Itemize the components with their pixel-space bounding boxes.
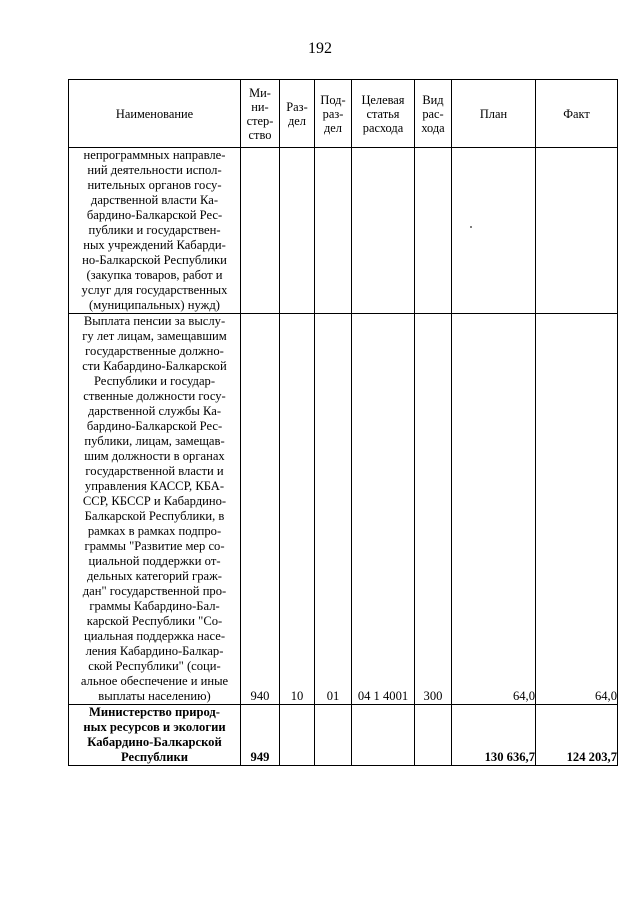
cell-fact: 64,0 (536, 314, 618, 705)
scan-speck (470, 226, 472, 228)
cell-target-item: 04 1 4001 (352, 314, 415, 705)
cell-expense-type (415, 705, 452, 766)
header-plan: План (452, 80, 536, 148)
header-target-item: Целевая статья расхода (352, 80, 415, 148)
cell-plan: 130 636,7 (452, 705, 536, 766)
header-name: Наименование (69, 80, 241, 148)
table-row (69, 148, 618, 314)
cell-section: 10 (280, 314, 315, 705)
cell-name: Выплата пенсии за выслу- гу лет лицам, замещавшим государственные должно- сти Кабардино-Балкарской Республики и государ- ственные должности госу- дарственной службы Ка- бардино-Балкарской Рес- публики, лицам, замещав- шим должности в органах государственной власти и управления КАССР, КБА- ССР, КБССР и Кабардино- Балкарской Республики, в рамках в рамках подпро- граммы "Развитие мер со- циальной поддержки от- дельных категорий граж- дан" государственной про- граммы Кабардино-Бал- карской Республики "Со- циальная поддержка насе- ления Кабардино-Балкар- ской Республики" (соци- альное обеспечение и иные выплаты населению) (69, 314, 241, 705)
cell-section (280, 148, 315, 314)
header-fact: Факт (536, 80, 618, 148)
page-number: 192 (308, 40, 332, 57)
cell-ministry: 940 (241, 314, 280, 705)
header-expense-type: Вид рас- хода (415, 80, 452, 148)
cell-plan: 64,0 (452, 314, 536, 705)
cell-section (280, 705, 315, 766)
cell-subsection: 01 (315, 314, 352, 705)
cell-fact: 124 203,7 (536, 705, 618, 766)
cell-target-item (352, 148, 415, 314)
cell-fact (536, 148, 618, 314)
cell-ministry: 949 (241, 705, 280, 766)
table-row (69, 314, 618, 705)
cell-ministry (241, 148, 280, 314)
cell-name: непрограммных направле- ний деятельности испол- нительных органов госу- дарственной власти Ка- бардино-Балкарской Рес- публики и государствен- ных учреждений Кабарди- но-Балкарской Республики (закупка товаров, работ и услуг для государственных (муниципальных) нужд) (69, 148, 241, 314)
header-section: Раз- дел (280, 80, 315, 148)
cell-name: Министерство природ- ных ресурсов и экологии Кабардино-Балкарской Республики (69, 705, 241, 766)
cell-target-item (352, 705, 415, 766)
cell-expense-type (415, 148, 452, 314)
cell-plan (452, 148, 536, 314)
header-ministry: Ми- ни- стер- ство (241, 80, 280, 148)
table-header-row (69, 80, 618, 148)
budget-table (68, 79, 618, 766)
table-row-total (69, 705, 618, 766)
cell-expense-type: 300 (415, 314, 452, 705)
cell-subsection (315, 705, 352, 766)
header-subsection: Под- раз- дел (315, 80, 352, 148)
cell-subsection (315, 148, 352, 314)
